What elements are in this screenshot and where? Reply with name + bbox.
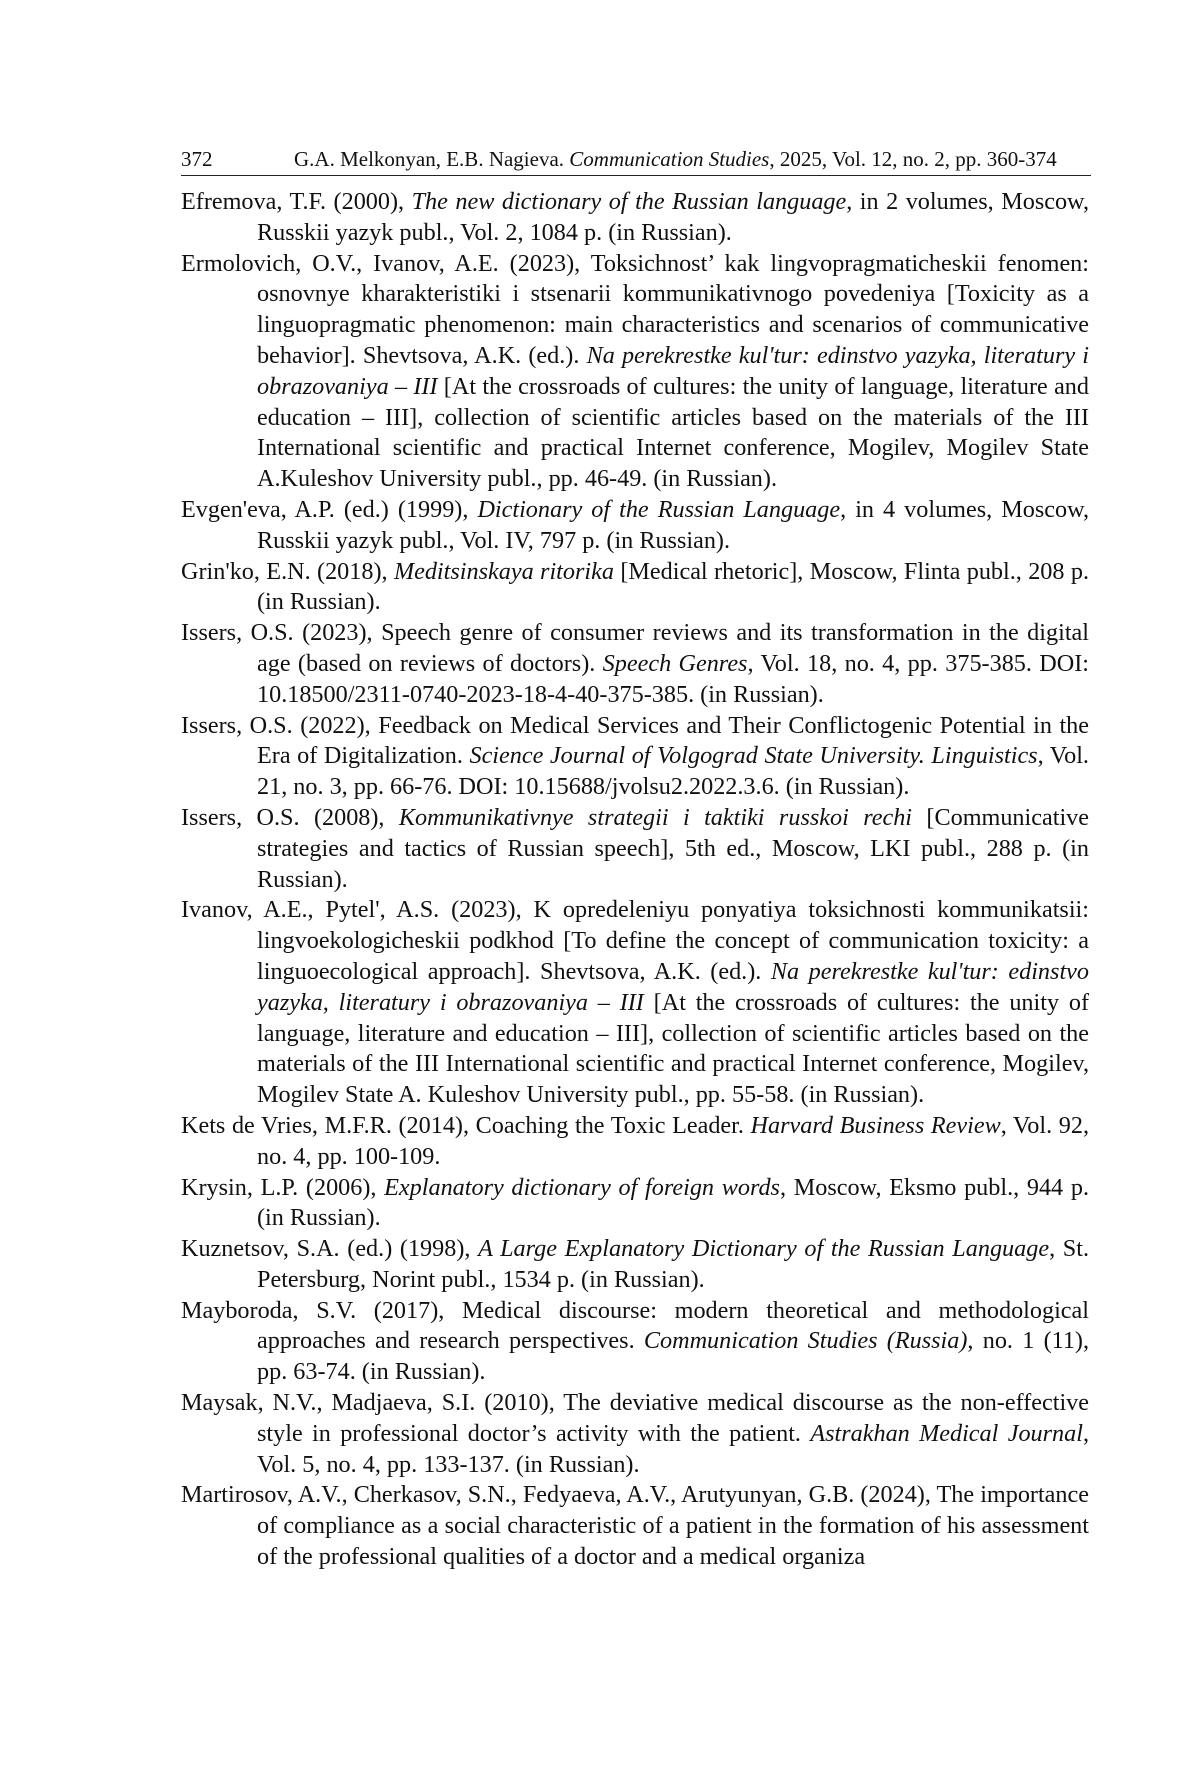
reference-item: Issers, O.S. (2023), Speech genre of consumer reviews and its transformation in the digital age (based on reviews of doctors). Speech Genres, Vol. 18, no. 4, pp. 375-385. DOI: 10.18500/2311-0740-2023-18-4-40-375-385. (in Russian). — [181, 619, 1089, 708]
header-details: , 2025, Vol. 12, no. 2, pp. 360-374 — [769, 147, 1057, 171]
reference-list — [181, 187, 1089, 1572]
reference-item: Evgen'eva, A.P. (ed.) (1999), Dictionary of the Russian Language, in 4 volumes, Moscow, Russkii yazyk publ., Vol. IV, 797 p. (in Russian). — [181, 495, 1090, 554]
header-journal: Communication Studies — [569, 147, 770, 171]
reference-item: Efremova, T.F. (2000), The new dictionary of the Russian language, in 2 volumes, Moscow, Russkii yazyk publ., Vol. 2, 1084 p. (in Russian). — [181, 188, 1089, 246]
running-head — [181, 146, 1091, 176]
reference-item: Issers, O.S. (2008), Kommunikativnye strategii i taktiki russkoi rechi [Communicative strategies and tactics of Russian speech], 5th ed., Moscow, LKI publ., 288 p. (in Russian). — [181, 803, 1089, 893]
reference-item: Martirosov, A.V., Cherkasov, S.N., Fedyaeva, A.V., Arutyunyan, G.B. (2024), The importance of compliance as a social characteristic of a patient in the formation of his assessment of the professional qualities of a doctor and a medical organiza — [181, 1481, 1089, 1571]
reference-item: Grin'ko, E.N. (2018), Meditsinskaya ritorika [Medical rhetoric], Moscow, Flinta publ., 208 p. (in Russian). — [181, 557, 1090, 616]
reference-item: Maysak, N.V., Madjaeva, S.I. (2010), The deviative medical discourse as the non-effective style in professional doctor’s activity with the patient. Astrakhan Medical Journal, Vol. 5, no. 4, pp. 133-137. (in Russian). — [181, 1389, 1090, 1478]
reference-item: Mayboroda, S.V. (2017), Medical discourse: modern theoretical and methodological approaches and research perspectives. Communication Studies (Russia), no. 1 (11), pp. 63-74. (in Russian). — [181, 1296, 1090, 1386]
header-authors: G.A. Melkonyan, E.B. Nagieva. — [294, 147, 565, 171]
reference-item: Kets de Vries, M.F.R. (2014), Coaching the Toxic Leader. Harvard Business Review, Vol. 92, no. 4, pp. 100-109. — [181, 1111, 1090, 1170]
reference-item: Issers, O.S. (2022), Feedback on Medical Services and Their Conflictogenic Potential in the Era of Digitalization. Science Journal of Volgograd State University. Linguistics, Vol. 21, no. 3, pp. 66-76. DOI: 10.15688/jvolsu2.2022.3.6. (in Russian). — [181, 711, 1089, 801]
reference-item: Ermolovich, O.V., Ivanov, A.E. (2023), Toksichnost’ kak lingvopragmaticheskii fenomen: osnovnye kharakteristiki i stsenarii kommunikativnogo povedeniya [Toxicity as a linguopragmatic phenomenon: main characteristics and scenarios of communicative behavior]. Shevtsova, A.K. (ed.). Na perekrestke kul'tur: edinstvo yazyka, literatury i obrazovaniya – III [At the crossroads of cultures: the unity of language, literature and education – III], collection of scientific articles based on the materials of the III International scientific and practical Internet conference, Mogilev, Mogilev State A.Kuleshov University publ., pp. 46-49. (in Russian). — [181, 249, 1089, 493]
page-number: 372 — [181, 147, 213, 171]
reference-item: Krysin, L.P. (2006), Explanatory dictionary of foreign words, Moscow, Eksmo publ., 944 p. (in Russian). — [181, 1173, 1089, 1232]
reference-item: Kuznetsov, S.A. (ed.) (1998), A Large Explanatory Dictionary of the Russian Language, St. Petersburg, Norint publ., 1534 p. (in Russian). — [181, 1235, 1089, 1293]
reference-item: Ivanov, A.E., Pytel', A.S. (2023), K opredeleniyu ponyatiya toksichnosti kommunikatsii: lingvoekologicheskii podkhod [To define the concept of communication toxicity: a linguoecological approach]. Shevtsova, A.K. (ed.). Na perekrestke kul'tur: edinstvo yazyka, literatury i obrazovaniya – III [At the crossroads of cultures: the unity of language, literature and education – III], collection of scientific articles based on the materials of the III International scientific and practical Internet conference, Mogilev, Mogilev State A. Kuleshov University publ., pp. 55-58. (in Russian). — [181, 896, 1090, 1109]
